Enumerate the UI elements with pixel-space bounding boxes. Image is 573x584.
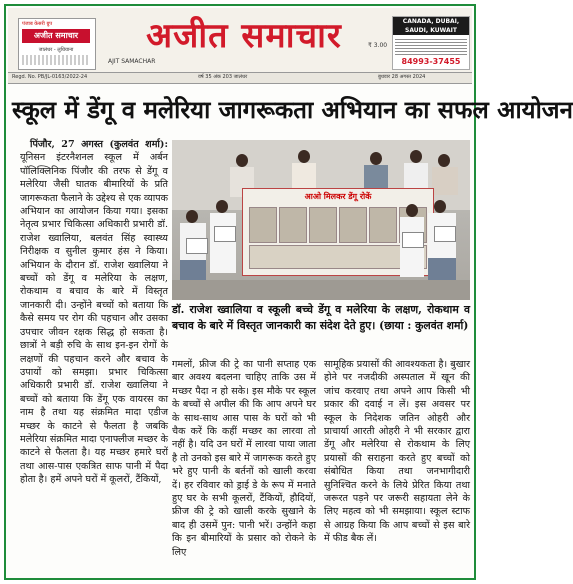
banner-panel [339, 207, 367, 243]
masthead-left-sub: जालंधर - लुधियाना [38, 47, 74, 53]
masthead-right-ad [392, 16, 470, 70]
photo-person [298, 150, 310, 163]
photo-student [434, 200, 446, 213]
article-photo [172, 140, 470, 300]
photo-placard [214, 226, 236, 242]
banner-panel [369, 207, 397, 243]
photo-person [370, 152, 382, 165]
photo-floor [172, 280, 470, 300]
article-column-2 [172, 358, 316, 576]
article-headline: स्कूल में डेंगू व मलेरिया जागरूकता अभियान का सफल आयोजन [12, 95, 573, 124]
photo-placard [402, 232, 424, 248]
masthead-left-barcode [22, 55, 90, 65]
masthead [8, 8, 472, 72]
banner-panel [309, 207, 337, 243]
newspaper-price: ₹ 3.00 [368, 42, 388, 49]
newspaper-brand: अजीत समाचार [146, 16, 342, 56]
photo-person [410, 150, 422, 163]
edition-info: वर्ष 35 अंक 203 जालंधर [198, 74, 248, 80]
article-column-3 [324, 358, 470, 576]
masthead-right-fineprint [395, 37, 467, 55]
photo-person [236, 154, 248, 167]
photo-placard [434, 226, 456, 242]
photo-student [216, 200, 228, 213]
masthead-left-tag: पंजाब केसरी ग्रुप [22, 21, 53, 27]
masthead-right-phone: 84993-37455 [401, 57, 461, 66]
article-text-col3: सामूहिक प्रयासों की आवश्यकता है। बुखार होने पर नजदीकी अस्पताल में खून की जांच करवाए तथा अपने आप किसी भी प्रकार की दवाई न लें। इस अवसर पर स्कूल के निदेशक जतिन ओहरी और प्राचार्या आरती ओहरी ने भी सरकार द्वारा डेंगू और मलेरिया से रोकथाम के लिए प्रयासों की सराहना करते हुए बच्चों को संबोधित किया तथा जनभागीदारी सुनिश्चित करने के लिये प्रेरित किया तथा जरूरत पड़ने पर जरूरी सहायता लेने के लिए महत्व को भी समझाया। स्कूल स्टाफ से आग्रह किया कि आप बच्चों से इस बारे में फीड बैक लें। [324, 359, 470, 545]
photo-student [186, 210, 198, 223]
newspaper-clipping [4, 4, 573, 580]
article-dateline: पिंजौर, 27 अगस्त (कुलवंत शर्मा): [30, 139, 168, 150]
newspaper-tagline: AJIT SAMACHAR [108, 58, 156, 65]
photo-student-body [210, 213, 236, 273]
photo-person-body [432, 167, 458, 195]
photo-placard [186, 238, 208, 254]
photo-student [406, 204, 418, 217]
photo-person-body [292, 163, 316, 189]
dateline-strip [8, 72, 472, 84]
banner-panel [249, 207, 277, 243]
masthead-left-ad [18, 18, 96, 70]
photo-caption: डॉ. राजेश ख्वालिया व स्कूली बच्चे डेंगू व मलेरिया के लक्षण, रोकथाम व बचाव के बारे में विस्तृत जानकारी का संदेश देते हुए। (छाया : कुलवंत शर्मा) [172, 303, 470, 332]
banner-title: आओ मिलकर डेंगू रोकें [304, 192, 372, 201]
photo-person [438, 154, 450, 167]
article-text-col2: गमलों, फ्रीज की ट्रे का पानी सप्ताह एक बार अवश्य बदलना चाहिए ताकि उस में मच्छर पैदा न हो सके। इस मौके पर स्कूल के बच्चों से अपील की कि आप अपने घर के साथ-साथ आस पास के घरों को भी चैक करें कि कहीं मच्छर का लारवा तो नहीं है। यदि उन घरों में लारवा पाया जाता है तो उनको इस बारे में जागरूक करते हुए भरे हुए पानी के बर्तनों को खाली करवा दें। हर रविवार को ड्राई डे के रूप में मनाते हुए घर के सभी कूलरों, टैंकियों, हौदियों, फ्रीज की ट्रे को खाली करके सुखाने के बाद ही उसमें पुन: पानी भरें। उन्होंने कहा कि इन बीमारियों के प्रसार को रोकने के लिए [172, 359, 316, 558]
article-column-1 [20, 138, 168, 576]
banner-panel [279, 207, 307, 243]
publication-date: बुधवार 28 अगस्त 2024 [378, 74, 426, 80]
masthead-right-title: CANADA, DUBAI, SAUDI, KUWAIT [393, 17, 469, 35]
masthead-left-logo: अजीत समाचार [22, 29, 90, 43]
photo-person-body [364, 165, 388, 189]
registration-number: Regd. No. PB/JL-0163/2022-24 [12, 74, 88, 80]
photo-person-body [404, 163, 428, 191]
article-text-col1: यूनिसन इंटरनैशनल स्कूल में अर्बन पॉलिक्लिनिक पिंजौर की तरफ से डेंगू व मलेरिया जैसी घातक बीमारियों के प्रति जागरूकता फैलाने के उद्देश्य से एक व्यापक अभियान का आयोजन किया गया। इसका नेतृत्व प्रभार चिकित्सा अधिकारी प्रभारी डॉ. राजेश ख्वालिया, बलवंत सिंह स्वास्थ्य निरीक्षक व सुनील कुमार हंस ने किया। अभियान के दौरान डॉ. राजेश ख्वालिया ने बच्चों को डेंगू व मलेरिया के लक्षण, रोकथाम व बचाव के बारे में विस्तृत जानकारी दी। उन्होंने बच्चों को बताया कि कैसे समय पर रोग की पहचान और उसका उपचार जीवन रक्षक सिद्ध हो सकता है। छात्रों ने बड़ी रुचि के साथ इन-इन रोगों के लक्षणों की पहचान करने और बचाव के उपायों को समझा। प्रभार चिकित्सा अधिकारी प्रभारी डॉ. राजेश ख्वालिया ने बच्चों को बताया कि डेंगू एक वायरस का नाम है तथा यह संक्रमित मादा एडीज मच्छर के काटने से फैलता है जबकि मलेरिया संक्रमित मादा एनाफ्लीज मच्छर के काटने से फैलता है। यह मच्छर हमारे घरों तथा आस-पास एकत्रित साफ पानी में पैदा होता है। हमें अपने घरों में कूलरों, टैंकियों, [20, 152, 169, 486]
